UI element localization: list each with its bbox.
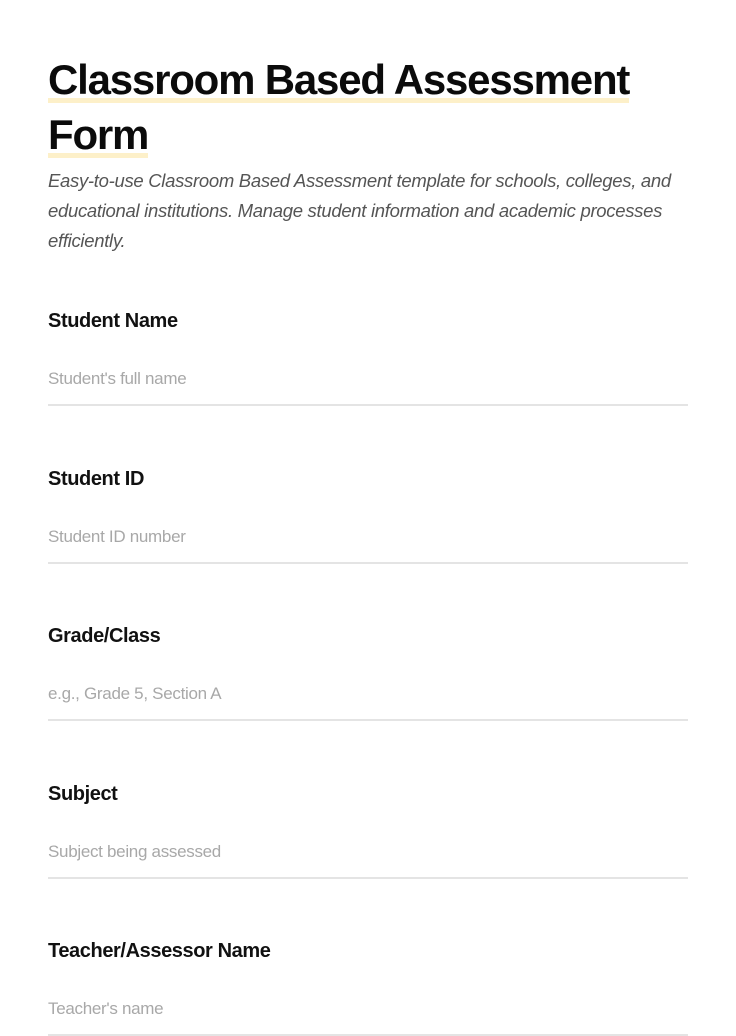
page-description: Easy-to-use Classroom Based Assessment template for schools, colleges, and educational institutions. Manage student information and academic processes efficiently. [48, 170, 671, 251]
title-line-1: Classroom Based Assessment [48, 56, 630, 103]
grade-class-label: Grade/Class [48, 625, 161, 647]
student-name-label: Student Name [48, 310, 178, 332]
student-name-input[interactable] [48, 362, 688, 406]
teacher-name-label: Teacher/Assessor Name [48, 940, 271, 962]
subject-input[interactable] [48, 835, 688, 879]
form-page [0, 0, 736, 256]
subject-label: Subject [48, 783, 118, 805]
title-line-2: Form [48, 111, 149, 158]
student-id-input[interactable] [48, 520, 688, 564]
field-student-id [48, 466, 688, 564]
grade-class-input[interactable] [48, 677, 688, 721]
field-grade-class [48, 623, 688, 721]
field-teacher-name [48, 938, 688, 1036]
teacher-name-input[interactable] [48, 992, 688, 1036]
page-title [48, 52, 688, 162]
field-subject [48, 781, 688, 879]
student-id-label: Student ID [48, 468, 144, 490]
field-student-name [48, 308, 688, 406]
